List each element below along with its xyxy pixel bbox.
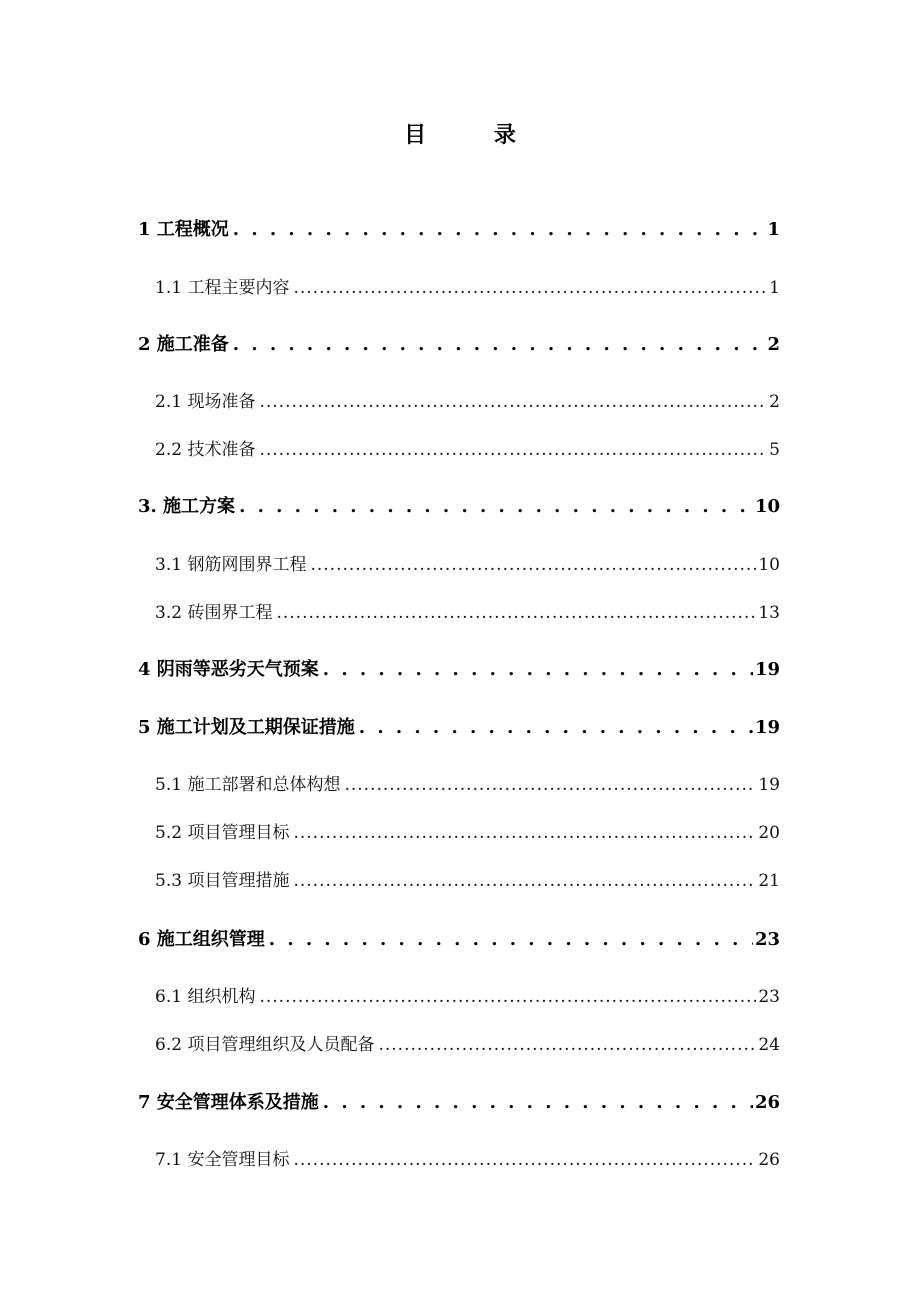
toc-dot-leader <box>239 493 753 521</box>
toc-entry-label: 4 阴雨等恶劣天气预案 <box>138 659 319 680</box>
toc-entry-label: 2.2 技术准备 <box>155 440 256 460</box>
toc-entry-5[interactable] <box>138 714 780 742</box>
toc-page-number: 13 <box>758 603 780 623</box>
toc-page-number: 10 <box>754 496 780 517</box>
toc-entry-3[interactable] <box>138 493 780 521</box>
toc-entry-label: 6.2 项目管理组织及人员配备 <box>155 1035 375 1055</box>
toc-entry-label: 5.2 项目管理目标 <box>155 823 290 843</box>
toc-page-number: 24 <box>758 1035 780 1055</box>
toc-entry-7-1[interactable] <box>155 1146 780 1174</box>
toc-entry-label: 7.1 安全管理目标 <box>155 1150 290 1170</box>
toc-entry-label: 6 施工组织管理 <box>138 929 265 950</box>
toc-page-number: 21 <box>758 871 780 891</box>
toc-page-number: 19 <box>754 717 780 738</box>
toc-dot-leader <box>259 388 767 416</box>
toc-entry-label: 7 安全管理体系及措施 <box>138 1092 319 1113</box>
toc-page-number: 5 <box>769 440 780 460</box>
toc-page-number: 20 <box>758 823 780 843</box>
toc-dot-leader <box>359 714 753 742</box>
toc-entry-2-1[interactable] <box>155 388 780 416</box>
toc-entry-1[interactable] <box>138 216 780 244</box>
toc-page-number: 2 <box>767 334 780 355</box>
toc-entry-label: 5 施工计划及工期保证措施 <box>138 717 355 738</box>
toc-page-number: 23 <box>754 929 780 950</box>
toc-dot-leader <box>293 867 756 895</box>
toc-entry-5-3[interactable] <box>155 867 780 895</box>
toc-page-number: 26 <box>758 1150 780 1170</box>
toc-page-number: 2 <box>769 392 780 412</box>
toc-page-number: 19 <box>754 659 780 680</box>
toc-dot-leader <box>378 1031 756 1059</box>
toc-dot-leader <box>293 274 767 302</box>
toc-entry-label: 3. 施工方案 <box>138 496 236 517</box>
toc-entry-label: 1 工程概况 <box>138 219 229 240</box>
toc-entry-label: 2 施工准备 <box>138 334 229 355</box>
toc-dot-leader <box>344 771 756 799</box>
toc-page-number: 10 <box>758 555 780 575</box>
toc-entry-5-2[interactable] <box>155 819 780 847</box>
toc-entry-label: 2.1 现场准备 <box>155 392 256 412</box>
toc-dot-leader <box>259 983 756 1011</box>
toc-entry-5-1[interactable] <box>155 771 780 799</box>
toc-dot-leader <box>269 926 753 954</box>
toc-page-number: 26 <box>754 1092 780 1113</box>
toc-entry-label: 5.3 项目管理措施 <box>155 871 290 891</box>
toc-entry-6-1[interactable] <box>155 983 780 1011</box>
toc-entry-label: 3.1 钢筋网围界工程 <box>155 555 307 575</box>
toc-entry-label: 3.2 砖围界工程 <box>155 603 273 623</box>
toc-entry-6-2[interactable] <box>155 1031 780 1059</box>
toc-entry-4[interactable] <box>138 656 780 684</box>
toc-page-number: 23 <box>758 987 780 1007</box>
toc-dot-leader <box>323 656 753 684</box>
toc-dot-leader <box>259 436 767 464</box>
toc-dot-leader <box>310 551 756 579</box>
page-title: 目 录 <box>404 122 546 148</box>
toc-entry-2[interactable] <box>138 331 780 359</box>
toc-entry-7[interactable] <box>138 1089 780 1117</box>
toc-dot-leader <box>293 819 756 847</box>
toc-dot-leader <box>233 331 766 359</box>
toc-entry-label: 5.1 施工部署和总体构想 <box>155 775 341 795</box>
toc-page-number: 1 <box>769 278 780 298</box>
toc-entry-label: 1.1 工程主要内容 <box>155 278 290 298</box>
toc-page-number: 19 <box>758 775 780 795</box>
toc-dot-leader <box>233 216 766 244</box>
toc-entry-label: 6.1 组织机构 <box>155 987 256 1007</box>
toc-dot-leader <box>276 599 756 627</box>
toc-page-number: 1 <box>767 219 780 240</box>
toc-dot-leader <box>293 1146 756 1174</box>
toc-entry-6[interactable] <box>138 926 780 954</box>
toc-entry-1-1[interactable] <box>155 274 780 302</box>
toc-entry-3-1[interactable] <box>155 551 780 579</box>
toc-dot-leader <box>323 1089 753 1117</box>
toc-entry-3-2[interactable] <box>155 599 780 627</box>
toc-entry-2-2[interactable] <box>155 436 780 464</box>
